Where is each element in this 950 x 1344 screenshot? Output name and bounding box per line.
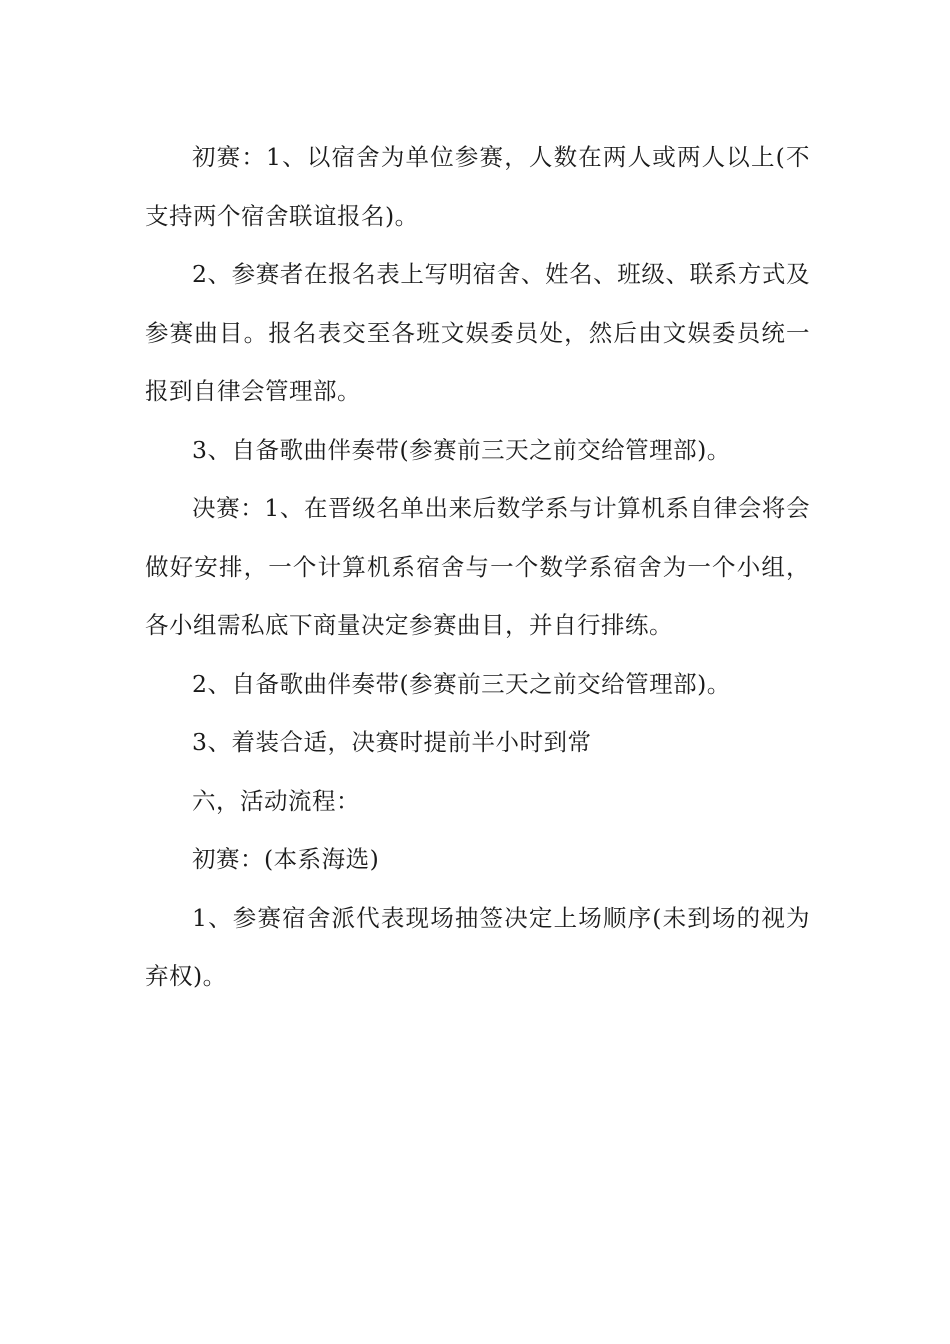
paragraph-preliminary-rule-1: 初赛：1、以宿舍为单位参赛，人数在两人或两人以上(不支持两个宿舍联谊报名)。 <box>145 143 810 230</box>
paragraph-final-rule-3: 3、着装合适，决赛时提前半小时到常 <box>192 728 592 756</box>
paragraph-preliminary-rule-3: 3、自备歌曲伴奏带(参赛前三天之前交给管理部)。 <box>192 435 731 464</box>
paragraph-final-rule-2: 2、自备歌曲伴奏带(参赛前三天之前交给管理部)。 <box>192 669 731 698</box>
paragraph-final-rule-1: 决赛：1、在晋级名单出来后数学系与计算机系自律会将会做好安排，一个计算机系宿舍与一个数学系宿舍为一个小组，各小组需私底下商量决定参赛曲目，并自行排练。 <box>145 494 810 639</box>
paragraph-process-step-1: 1、参赛宿舍派代表现场抽签决定上场顺序(未到场的视为弃权)。 <box>145 903 810 990</box>
subheading-preliminary: 初赛：(本系海选) <box>192 845 380 873</box>
paragraph-preliminary-rule-2: 2、参赛者在报名表上写明宿舍、姓名、班级、联系方式及参赛曲目。报名表交至各班文娱委员处，然后由文娱委员统一报到自律会管理部。 <box>145 260 810 405</box>
document-body <box>145 128 810 1006</box>
section-heading-activity-process: 六，活动流程： <box>192 786 360 815</box>
